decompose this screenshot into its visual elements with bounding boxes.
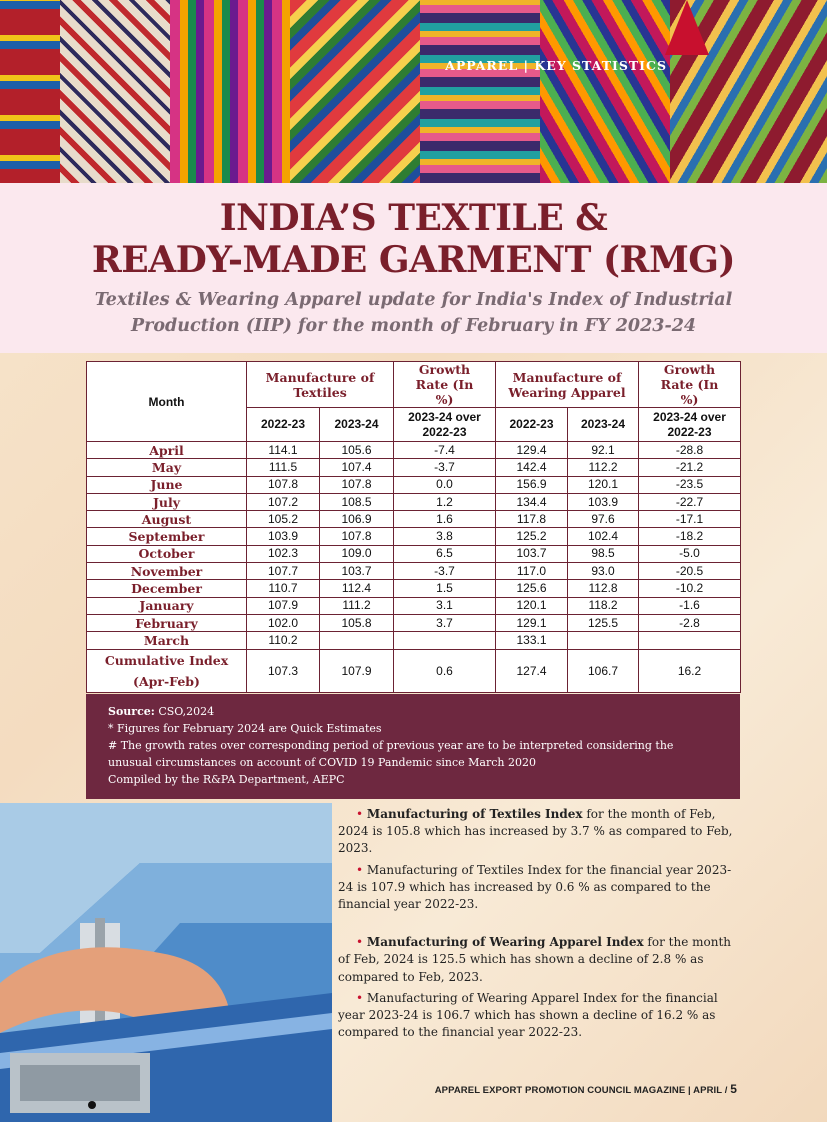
cell (568, 632, 639, 649)
cell: -23.5 (639, 476, 741, 493)
cell: 1.2 (394, 493, 496, 510)
cell: 107.2 (247, 493, 320, 510)
cumulative-label-line2: (Apr-Feb) (133, 673, 200, 689)
cell: 107.4 (320, 459, 394, 476)
cell: 107.8 (320, 528, 394, 545)
month-cell: August (87, 511, 247, 528)
bullet-dot-icon: • (356, 990, 364, 1005)
bullet-dot-icon: • (356, 935, 364, 950)
cell: 156.9 (496, 476, 568, 493)
cell: 129.1 (496, 614, 568, 631)
cell: 107.9 (247, 597, 320, 614)
notes-box (86, 694, 740, 799)
page-footer (435, 1082, 737, 1096)
cell: 114.1 (247, 442, 320, 459)
cell: 103.7 (320, 563, 394, 580)
cell: 93.0 (568, 563, 639, 580)
growth-sub-header-1 (394, 408, 496, 442)
cell: 0.0 (394, 476, 496, 493)
cell: 98.5 (568, 545, 639, 562)
table-row (87, 563, 741, 580)
table-row (87, 511, 741, 528)
note-quick-estimates: * Figures for February 2024 are Quick Estimates (108, 722, 382, 735)
year-b-header: 2023-24 (320, 408, 394, 442)
title-block (0, 183, 827, 353)
cell: 142.4 (496, 459, 568, 476)
table-row (87, 459, 741, 476)
table-row (87, 597, 741, 614)
footer-text: APPAREL EXPORT PROMOTION COUNCIL MAGAZINE | APRIL / (434, 1085, 731, 1096)
cell: 109.0 (320, 545, 394, 562)
note-covid: # The growth rates over corresponding period of previous year are to be interpreted considering the unusual circumstances on account of COVID 19 Pandemic since March 2020 (108, 739, 674, 769)
cell: -2.8 (639, 614, 741, 631)
month-header: Month (87, 362, 247, 442)
cell: -7.4 (394, 442, 496, 459)
growth-sub-line2: 2022-23 (667, 424, 712, 439)
cell: 102.3 (247, 545, 320, 562)
cell: 3.8 (394, 528, 496, 545)
cell: -20.5 (639, 563, 741, 580)
cumulative-label (87, 649, 247, 692)
page-title-line2: READY-MADE GARMENT (RMG) (91, 239, 736, 281)
cell: 1.5 (394, 580, 496, 597)
note-compiled: Compiled by the R&PA Department, AEPC (108, 773, 345, 786)
bullet-item (338, 806, 740, 858)
cell: 118.2 (568, 597, 639, 614)
iip-table (86, 361, 741, 693)
cell: 107.8 (320, 476, 394, 493)
cell: 102.4 (568, 528, 639, 545)
month-cell: April (87, 442, 247, 459)
cell: 112.4 (320, 580, 394, 597)
cell (394, 632, 496, 649)
bullet-item (338, 990, 740, 1042)
cell (639, 632, 741, 649)
subtitle-line2: Production (IIP) for the month of February in FY 2023-24 (130, 316, 697, 336)
cell: 117.0 (496, 563, 568, 580)
cell: 103.9 (568, 493, 639, 510)
cell: -18.2 (639, 528, 741, 545)
table-row (87, 545, 741, 562)
cell: 112.8 (568, 580, 639, 597)
year-a-header: 2022-23 (247, 408, 320, 442)
cell: 107.3 (247, 649, 320, 692)
cell: 107.8 (247, 476, 320, 493)
cell: 110.7 (247, 580, 320, 597)
cumulative-label-line1: Cumulative Index (104, 652, 229, 668)
bullet-dot-icon: • (356, 862, 364, 877)
source-line (108, 703, 718, 720)
growth-header-2: Growth Rate (In %) (639, 362, 741, 408)
source-label: Source: (108, 705, 155, 718)
cell: -3.7 (394, 563, 496, 580)
cell: 120.1 (496, 597, 568, 614)
table-row (87, 442, 741, 459)
table-row (87, 476, 741, 493)
bullet-bold: Manufacturing of Textiles Index (366, 807, 583, 821)
growth-sub-header-2 (639, 408, 741, 442)
cell: 105.6 (320, 442, 394, 459)
month-cell: December (87, 580, 247, 597)
cell: 103.7 (496, 545, 568, 562)
textiles-header: Manufacture of Textiles (247, 362, 394, 408)
cell: -21.2 (639, 459, 741, 476)
cell: 105.2 (247, 511, 320, 528)
month-cell: March (87, 632, 247, 649)
table-row (87, 528, 741, 545)
month-cell: July (87, 493, 247, 510)
cell: 1.6 (394, 511, 496, 528)
year-a-header-2: 2022-23 (496, 408, 568, 442)
growth-sub-line1: 2023-24 over (408, 409, 481, 424)
growth-sub-line2: 2022-23 (422, 424, 467, 439)
bullet-bold: Manufacturing of Wearing Apparel Index (366, 935, 644, 950)
cell: 108.5 (320, 493, 394, 510)
summary-bullets (338, 806, 740, 1041)
table-row (87, 493, 741, 510)
month-cell: January (87, 597, 247, 614)
month-cell: February (87, 614, 247, 631)
growth-header-1: Growth Rate (In %) (394, 362, 496, 408)
cell: 112.2 (568, 459, 639, 476)
accent-triangle (665, 0, 709, 55)
cell: 120.1 (568, 476, 639, 493)
cell: 125.5 (568, 614, 639, 631)
section-tag: APPAREL | KEY STATISTICS (445, 58, 667, 73)
cell: 129.4 (496, 442, 568, 459)
month-cell: May (87, 459, 247, 476)
bullet-text: Manufacturing of Textiles Index for the financial year 2023-24 is 107.9 which has increased by 0.6 % as compared to the financial year 2022-23. (338, 862, 732, 912)
cell: 111.2 (320, 597, 394, 614)
cell: -22.7 (639, 493, 741, 510)
table-row (87, 632, 741, 649)
cell: 106.9 (320, 511, 394, 528)
cell: -1.6 (639, 597, 741, 614)
cell: 0.6 (394, 649, 496, 692)
cell: -17.1 (639, 511, 741, 528)
cell: 103.9 (247, 528, 320, 545)
subtitle-line1: Textiles & Wearing Apparel update for India's Index of Industrial (94, 290, 733, 310)
bullet-item (338, 862, 740, 914)
cell: 102.0 (247, 614, 320, 631)
cell: 106.7 (568, 649, 639, 692)
month-cell: November (87, 563, 247, 580)
sewing-machine-photo (0, 803, 332, 1122)
apparel-header: Manufacture of Wearing Apparel (496, 362, 639, 408)
cell: 92.1 (568, 442, 639, 459)
bullet-dot-icon: • (356, 807, 364, 821)
bullet-text: for the month of Feb, 2024 is 105.8 which has increased by 3.7 % as compared to Feb, 2023. (338, 807, 733, 856)
growth-sub-line1: 2023-24 over (653, 409, 726, 424)
cell: 3.1 (394, 597, 496, 614)
cumulative-row (87, 649, 741, 692)
header-photo (0, 0, 827, 183)
cell: 125.2 (496, 528, 568, 545)
cell: -3.7 (394, 459, 496, 476)
cell: -10.2 (639, 580, 741, 597)
source-value: CSO,2024 (154, 705, 215, 718)
bullet-item (338, 934, 740, 986)
bullet-text: Manufacturing of Wearing Apparel Index for the financial year 2023-24 is 106.7 which has shown a decline of 16.2 % as compared to the financial year 2022-23. (338, 990, 718, 1040)
cell: 97.6 (568, 511, 639, 528)
cell (320, 632, 394, 649)
year-b-header-2: 2023-24 (568, 408, 639, 442)
cell: 125.6 (496, 580, 568, 597)
month-cell: June (87, 476, 247, 493)
cell: 107.7 (247, 563, 320, 580)
table-row (87, 580, 741, 597)
month-cell: October (87, 545, 247, 562)
page-number: 5 (730, 1082, 737, 1096)
table-row (87, 614, 741, 631)
cell: 127.4 (496, 649, 568, 692)
cell: 134.4 (496, 493, 568, 510)
cell: 105.8 (320, 614, 394, 631)
cell: 110.2 (247, 632, 320, 649)
sewing-machine-illustration (0, 803, 332, 1122)
cell: 107.9 (320, 649, 394, 692)
cell: 3.7 (394, 614, 496, 631)
cell: 117.8 (496, 511, 568, 528)
month-cell: September (87, 528, 247, 545)
cell: -28.8 (639, 442, 741, 459)
page-title-line1: INDIA’S TEXTILE & (219, 197, 608, 239)
cell: 111.5 (247, 459, 320, 476)
bullet-text: for the month of Feb, 2024 is 125.5 which has shown a decline of 2.8 % as compared to Feb, 2023. (338, 935, 731, 984)
cell: -5.0 (639, 545, 741, 562)
cell: 16.2 (639, 649, 741, 692)
cell: 6.5 (394, 545, 496, 562)
cell: 133.1 (496, 632, 568, 649)
